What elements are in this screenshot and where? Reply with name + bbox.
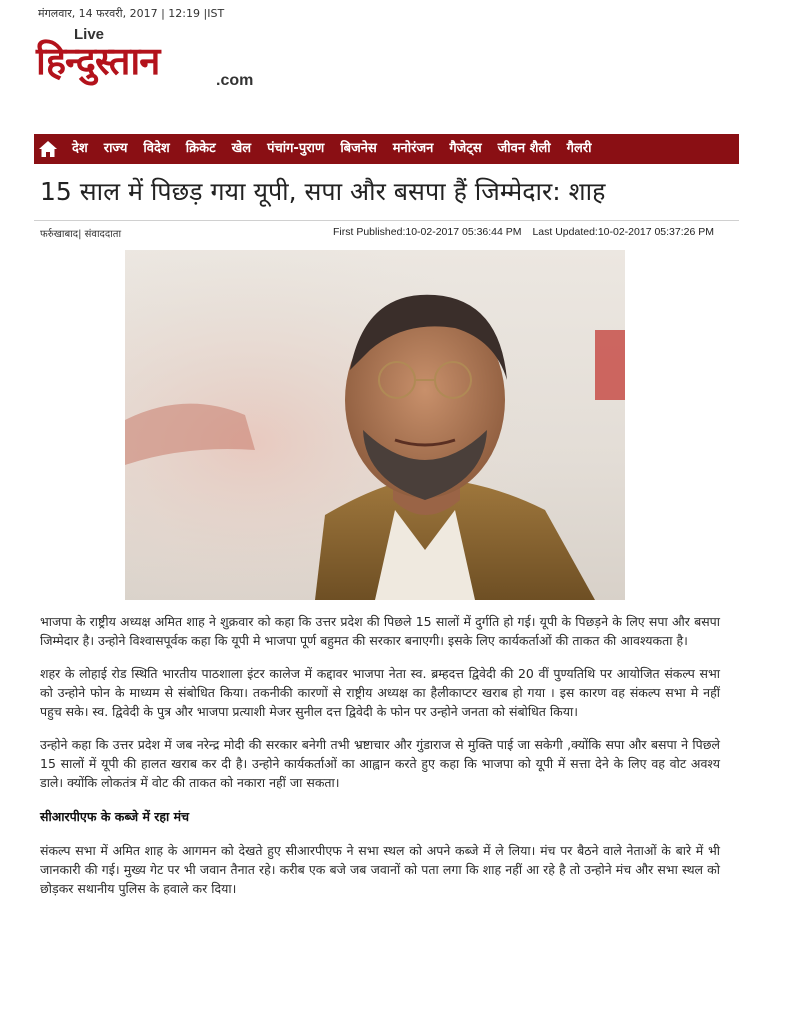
nav-item-gallery[interactable]: गैलरी — [566, 141, 592, 156]
site-logo[interactable] — [36, 26, 266, 96]
publish-dates — [325, 226, 714, 238]
byline: फर्रुखाबाद| संवाददाता — [40, 229, 122, 240]
nav-item-manoranjan[interactable]: मनोरंजन — [392, 141, 434, 156]
nav-item-videsh[interactable]: विदेश — [143, 141, 170, 156]
home-icon[interactable] — [36, 134, 60, 164]
article-headline: 15 साल में पिछड़ गया यूपी, सपा और बसपा हैं जिम्मेदार: शाह — [40, 177, 606, 206]
nav-item-khel[interactable]: खेल — [231, 141, 252, 156]
nav-item-cricket[interactable]: क्रिकेट — [185, 141, 216, 156]
article-body — [40, 612, 720, 912]
first-published: First Published:10-02-2017 05:36:44 PM — [333, 226, 522, 238]
article-paragraph: शहर के लोहाई रोड स्थिति भारतीय पाठशाला इंटर कालेज में कद्दावर भाजपा नेता स्व. ब्रम्हदत्त द्विवेदी की 20 वीं पुण्यतिथि पर आयोजित संकल्प सभा को उन्होने फोन के माध्यम से संबोधित किया। तकनीकी कारणों से राष्ट्रीय अध्यक्ष का हैलीकाप्टर खराब हो गया । इस कारण वह संकल्प सभा मे नहीं पहुच सके। स्व. द्विवेदी के पुत्र और भाजपा प्रत्याशी मेजर सुनील दत्त द्विवेदी के फोन पर उन्होने जनता को संबोधित किया। — [40, 666, 720, 719]
nav-item-business[interactable]: बिजनेस — [340, 141, 377, 156]
article-photo — [125, 250, 625, 600]
article-paragraph: उन्होने कहा कि उत्तर प्रदेश में जब नरेन्द्र मोदी की सरकार बनेगी तभी भ्रष्टाचार और गुंडाराज से मुक्ति पाई जा सकेगी ,क्योंकि सपा और बसपा ने पिछले 15 सालों में यूपी की हालत खराब कर दी है। उन्होने कार्यकर्ताओं का आह्वान करते हुए कहा कि भाजपा को यूपी में सत्ता देने के लिए वह वोट अवश्य डाले। क्योंकि लोकतंत्र में वोट की ताकत को नकारा नहीं जा सकता। — [40, 737, 720, 790]
date-time: मंगलवार, 14 फरवरी, 2017 | 12:19 |IST — [38, 7, 225, 20]
nav-item-jeevan-shaili[interactable]: जीवन शैली — [497, 141, 551, 156]
logo-suffix-text: .com — [216, 72, 254, 89]
nav-item-desh[interactable]: देश — [72, 141, 88, 156]
nav-item-gadgets[interactable]: गैजेट्स — [449, 141, 482, 156]
nav-item-panchang[interactable]: पंचांग-पुराण — [267, 141, 325, 156]
main-nav — [34, 134, 739, 164]
article-paragraph: संकल्प सभा में अमित शाह के आगमन को देखते हुए सीआरपीएफ ने सभा स्थल को अपने कब्जे में ले लिया। मंच पर बैठने वाले नेताओं के बारे में भी जानकारी की गई। मुख्य गेट पर भी जवान तैनात रहे। करीब एक बजे जब जवानों को पता लगा कि शाह नहीं आ रहे है तो उन्होने मंच और सभा स्थल को छोड़कर सथानीय पुलिस के हवाले कर दिया। — [40, 843, 720, 896]
nav-item-rajya[interactable]: राज्य — [103, 141, 128, 156]
article-paragraph: भाजपा के राष्ट्रीय अध्यक्ष अमित शाह ने शुक्रवार को कहा कि उत्तर प्रदेश की पिछले 15 सालों में दुर्गति हो गई। यूपी के पिछड़ने के लिए सपा और बसपा जिम्मेदार है। उन्होने विश्वासपूर्वक कहा कि यूपी मे भाजपा पूर्ण बहुमत की सरकार बनाएगी। इसके लिए कार्यकर्ताओं की ताकत की आवश्यकता है। — [40, 614, 720, 648]
logo-live-text: Live — [74, 26, 105, 43]
logo-name-text: हिन्दुस्तान — [36, 39, 160, 83]
last-updated: Last Updated:10-02-2017 05:37:26 PM — [532, 226, 714, 238]
divider — [34, 220, 739, 221]
article-subheading: सीआरपीएफ के कब्जे में रहा मंच — [40, 809, 190, 824]
